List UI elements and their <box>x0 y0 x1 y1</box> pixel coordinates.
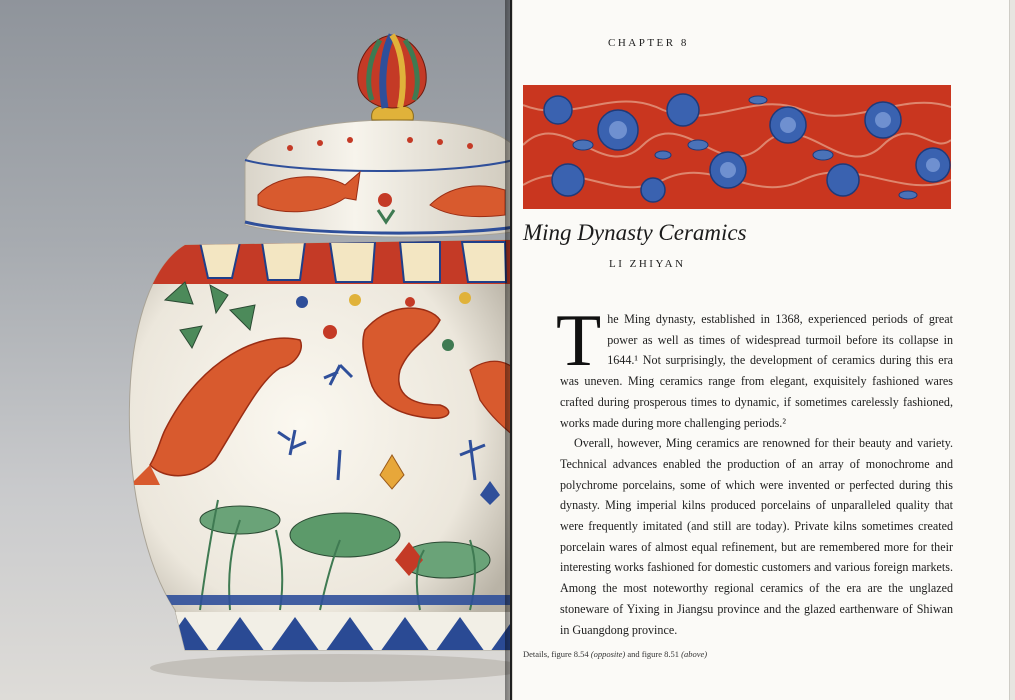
paragraph-1-text: he Ming dynasty, established in 1368, experienced periods of great power as well as times of widespread turmoil before its collapse in 1644.¹ Not surprisingly, the development of ceramics during this era was uneven. Ming ceramics range from elegant, exquisitely fashioned wares crafted during prosperous times to dynamic, if sometimes carelessly fashioned, works made during more challenging periods.² <box>560 312 953 430</box>
body-text <box>556 300 953 640</box>
paragraph-1 <box>556 300 953 433</box>
right-page <box>512 0 1015 700</box>
chapter-title: Ming Dynasty Ceramics <box>523 220 747 245</box>
scroll-pattern-image <box>523 85 951 209</box>
caption-above: (above) <box>681 649 708 659</box>
caption-prefix: Details, figure 8.54 <box>523 649 591 659</box>
chapter-label: CHAPTER 8 <box>608 37 689 49</box>
ceramic-detail-banner <box>523 85 951 209</box>
caption-opposite: (opposite) <box>590 649 626 659</box>
paragraph-2: Overall, however, Ming ceramics are renowned for their beauty and variety. Technical advances enabled the production of an array of monochrome and polychrome porcelains, some of which were invented or perfected during this dynasty. Ming imperial kilns produced porcelains of unparalleled quality that were frequently imitated (and still are today). Private kilns sometimes created porcelain wares of almost equal refinement, but are remembered more for their interesting works fashioned for domestic customers and various foreign markets. Among the most noteworthy regional ceramics of the era are the unglazed stoneware of Yixing in Jiangsu province and the glazed earthenware of Shiwan in Guangdong province. <box>560 436 953 637</box>
page-edge <box>1009 0 1015 700</box>
drop-cap: T <box>556 300 602 382</box>
figure-caption <box>523 649 707 659</box>
caption-mid: and figure 8.51 <box>625 649 682 659</box>
chapter-author: LI ZHIYAN <box>609 258 686 270</box>
